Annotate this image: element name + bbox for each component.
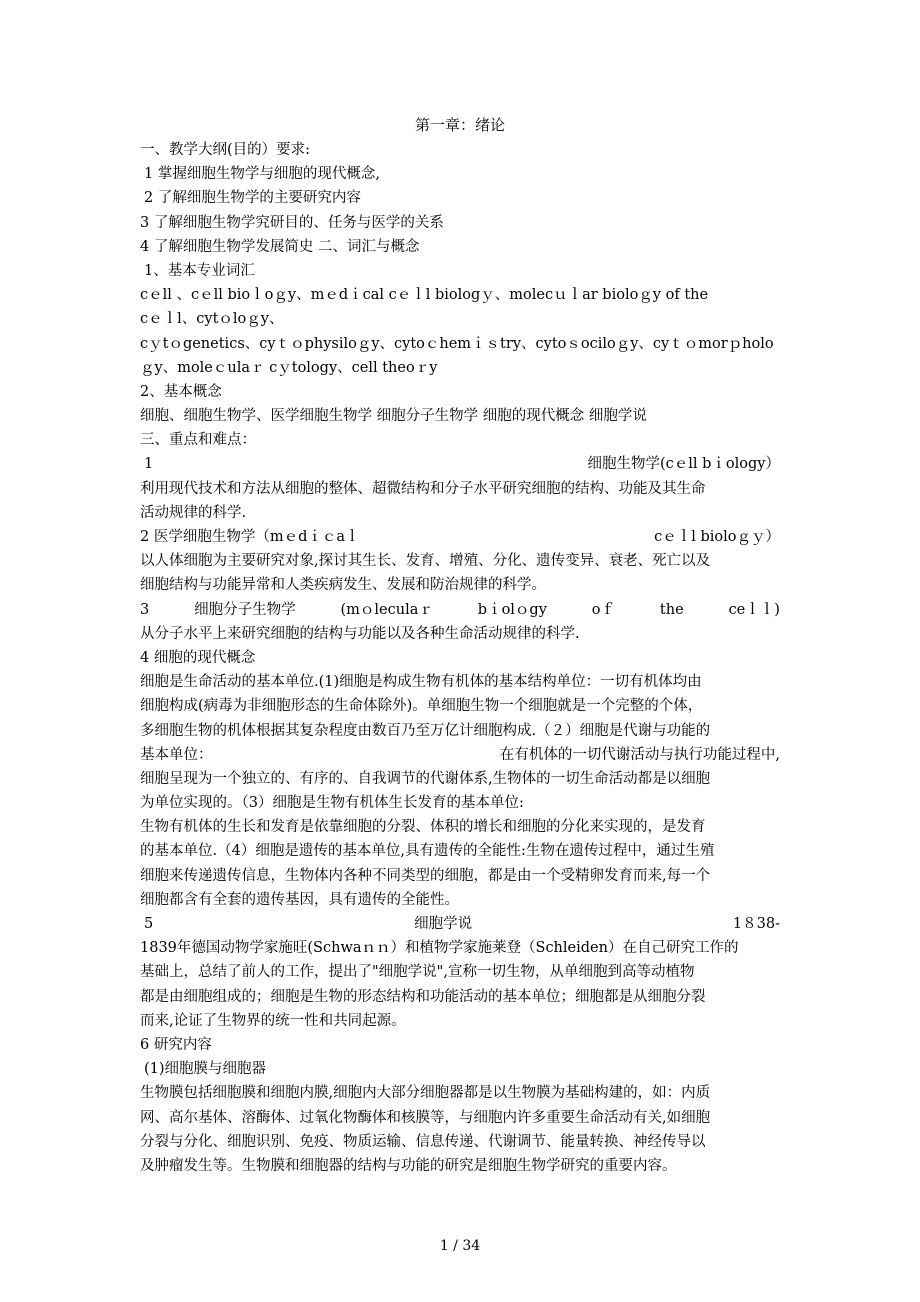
chapter-title: 第一章：绪论	[414, 116, 505, 134]
document-body	[140, 138, 780, 1178]
section-5-heading	[140, 912, 780, 936]
text-line: 4 了解细胞生物学发展简史 二、词汇与概念	[140, 238, 420, 255]
section-title: 细胞生物学(cｅll bｉology）	[587, 456, 780, 473]
section-2-heading	[140, 525, 780, 549]
page-number: 1 / 34	[439, 1238, 481, 1254]
text-line: 的基本单位.（4）细胞是遗传的基本单位,具有遗传的全能性:生物在遗传过程中，通过生殖	[140, 843, 715, 860]
text-line: 2、基本概念	[140, 383, 222, 400]
text-line: 1839年德国动物学家施旺(Schwaｎｎ）和植物学家施莱登（Schleiden）在自己研究工作的	[140, 940, 739, 957]
section-4-heading: 4 细胞的现代概念	[140, 649, 256, 666]
section-title: 细胞分子生物学	[194, 601, 296, 618]
text-line: 分裂与分化、细胞识别、免疫、物质运输、信息传递、代谢调节、能量转换、神经传导以	[140, 1133, 706, 1150]
section-term-word: (mｏleculaｒ	[340, 601, 433, 618]
section-term-word: bｉolｏgy	[477, 601, 547, 618]
section-number: 3	[140, 601, 150, 618]
text-line: ｇy、moleｃulaｒ cｙtology、cell theoｒy	[140, 359, 438, 376]
text-line: 一、教学大纲(目的）要求:	[140, 142, 311, 158]
text-line: 网、高尔基体、溶酶体、过氧化物酶体和核膜等，与细胞内许多重要生命活动有关,如细胞	[140, 1109, 711, 1126]
section-number: 1	[144, 456, 154, 473]
subsection-heading: (1)细胞膜与细胞器	[144, 1061, 267, 1078]
section-3-heading	[140, 598, 780, 622]
text-line: 及肿瘤发生等。生物膜和细胞器的结构与功能的研究是细胞生物学研究的重要内容。	[140, 1157, 677, 1174]
section-number: 5	[144, 916, 154, 932]
text-line: 细胞呈现为一个独立的、有序的、自我调节的代谢体系,生物体的一切生命活动都是以细胞	[140, 770, 711, 787]
text-line-justified	[140, 743, 780, 767]
section-6-heading: 6 研究内容	[140, 1036, 212, 1053]
text-line: 细胞、细胞生物学、医学细胞生物学 细胞分子生物学 细胞的现代概念 细胞学说	[140, 408, 647, 425]
text-line: 三、重点和难点：	[140, 432, 256, 449]
section-year: 1８38-	[732, 916, 780, 932]
text-line: 生物膜包括细胞膜和细胞内膜,细胞内大部分细胞器都是以生物膜为基础构建的，如：内质	[140, 1085, 711, 1102]
text-line: 为单位实现的。（3）细胞是生物有机体生长发育的基本单位:	[140, 795, 524, 812]
text-line: 从分子水平上来研究细胞的结构与功能以及各种生命活动规律的科学.	[140, 625, 580, 642]
section-title-term: cｅｌl bioloｇｙ）	[654, 529, 780, 545]
section-title: 细胞学说	[414, 916, 473, 932]
text-line: 都是由细胞组成的；细胞是生物的形态结构和功能活动的基本单位；细胞都是从细胞分裂	[140, 988, 706, 1005]
text-line: 1、基本专业词汇	[144, 262, 255, 279]
text-line: cｅll 、cｅll bioｌoｇy、mｅdｉcal cｅｌl biologｙ、molecｕｌar bioloｇy of the	[140, 287, 709, 304]
section-1-heading	[140, 452, 780, 476]
text-line: 1 掌握细胞生物学与细胞的现代概念,	[144, 166, 380, 183]
text-line: cｙtｏgenetics、cyｔｏphysiloｇy、cytoｃhemｉｓtry、cytoｓociloｇy、cyｔｏmorｐholo	[140, 335, 774, 352]
text-line: 活动规律的科学.	[140, 504, 247, 521]
text-line: 细胞是生命活动的基本单位.(1)细胞是构成生物有机体的基本结构单位：一切有机体均由	[140, 674, 702, 691]
text-line: 2 了解细胞生物学的主要研究内容	[144, 190, 361, 207]
section-title: 2 医学细胞生物学（mｅdｉｃaｌ	[140, 529, 360, 545]
text-line: 生物有机体的生长和发育是依靠细胞的分裂、体积的增长和细胞的分化来实现的，是发育	[140, 819, 706, 836]
text-line: 细胞结构与功能异常和人类疾病发生、发展和防治规律的科学。	[140, 577, 546, 594]
section-term-word: oｆ	[591, 601, 616, 618]
text-line: 基础上，总结了前人的工作，提出了"细胞学说",宣称一切生物，从单细胞到高等动植物	[140, 964, 695, 981]
text-line: 以人体细胞为主要研究对象,探讨其生长、发育、增殖、分化、遗传变异、衰老、死亡以及	[140, 553, 711, 570]
text-line: cｅｌl、cytｏloｇy、	[140, 311, 284, 328]
text-line: 而来,论证了生物界的统一性和共同起源。	[140, 1012, 406, 1029]
text-segment: 基本单位：	[140, 746, 213, 763]
text-line: 细胞都含有全套的遗传基因，具有遗传的全能性。	[140, 891, 459, 908]
text-line: 3 了解细胞生物学究研目的、任务与医学的关系	[140, 214, 444, 231]
section-term-word: the	[659, 601, 684, 618]
text-line: 利用现代技术和方法从细胞的整体、超微结构和分子水平研究细胞的结构、功能及其生命	[140, 480, 706, 497]
text-line: 细胞来传递遗传信息，生物体内各种不同类型的细胞，都是由一个受精卵发育而来,每一个	[140, 867, 711, 884]
text-segment: 在有机体的一切代谢活动与执行功能过程中,	[499, 746, 780, 763]
text-line: 多细胞生物的机体根据其复杂程度由数百乃至万亿计细胞构成.（２）细胞是代谢与功能的	[140, 722, 711, 739]
text-line: 细胞构成(病毒为非细胞形态的生命体除外)。单细胞生物一个细胞就是一个完整的个体，	[140, 698, 703, 715]
section-term-word: ceｌｌ)	[728, 601, 780, 618]
